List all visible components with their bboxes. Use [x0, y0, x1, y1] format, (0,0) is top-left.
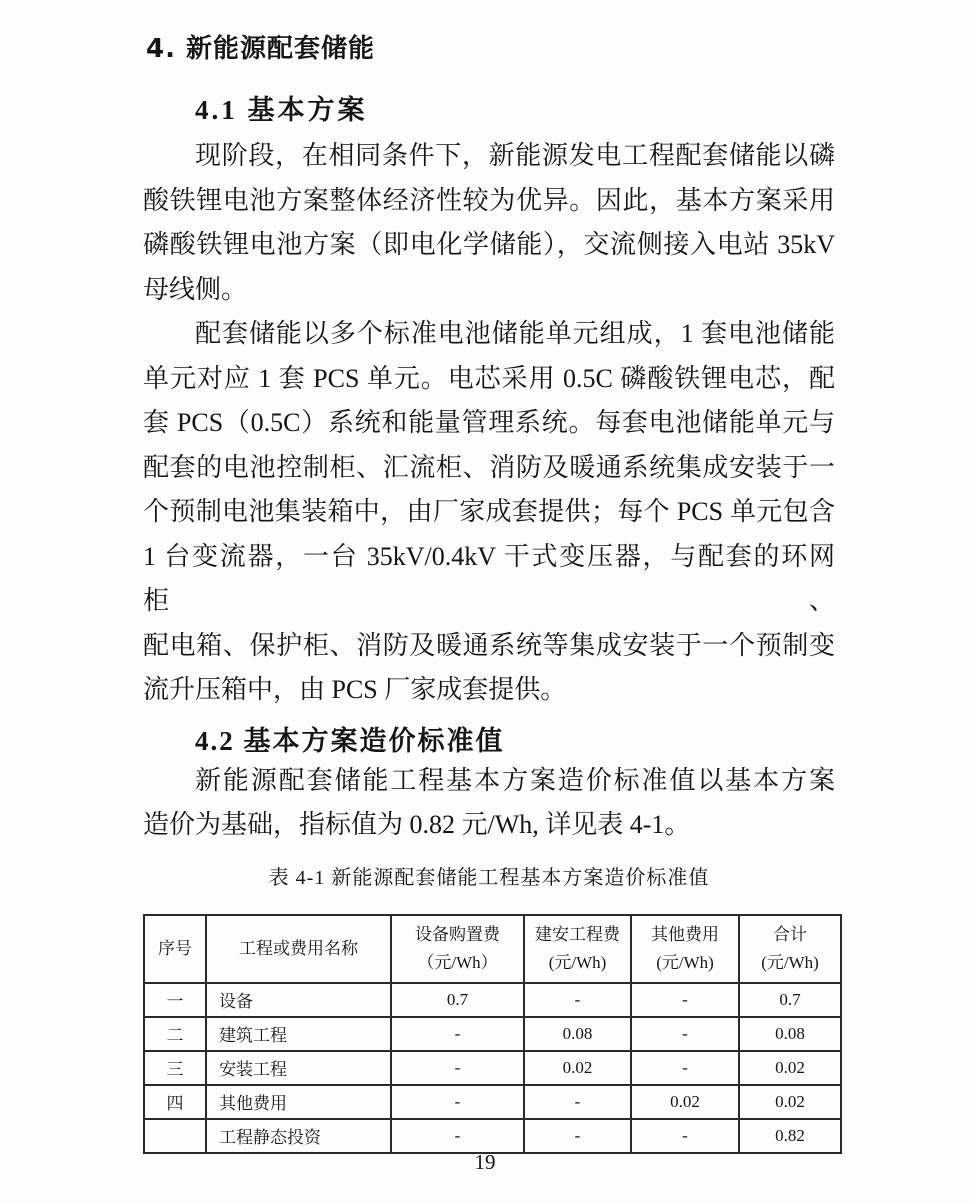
text-line: 现阶段，在相同条件下，新能源发电工程配套储能以磷: [195, 141, 835, 170]
table-row: [144, 1119, 841, 1153]
text-line: 单元对应 1 套 PCS 单元。电芯采用 0.5C 磷酸铁锂电芯，配: [143, 363, 835, 393]
text-line: 配电箱、保护柜、消防及暖通系统等集成安装于一个预制变: [143, 630, 835, 660]
header-label: 序号: [158, 938, 192, 958]
header-unit: （元/Wh）: [417, 952, 498, 972]
text-line: 1 台变流器，一台 35kV/0.4kV 干式变压器，与配套的环网柜、: [143, 541, 835, 615]
header-label: 建安工程费: [535, 924, 620, 944]
header-unit: (元/Wh): [761, 952, 819, 972]
cell-equipment-cost: -: [391, 1051, 524, 1085]
cell-equipment-cost: -: [391, 1119, 524, 1153]
cell-equipment-cost: -: [391, 1017, 524, 1051]
text-line: 造价为基础，指标值为 0.82 元/Wh, 详见表 4-1。: [143, 810, 691, 839]
cell-total: 0.08: [739, 1017, 841, 1051]
table-header-row: [144, 915, 841, 983]
cell-seq: 二: [144, 1017, 206, 1051]
cost-standard-table: [143, 914, 842, 1154]
cell-item-name: 建筑工程: [206, 1017, 391, 1051]
cell-other-cost: -: [631, 1017, 739, 1051]
text-line: 套 PCS（0.5C）系统和能量管理系统。每套电池储能单元与: [143, 408, 835, 437]
text-line: 新能源配套储能工程基本方案造价标准值以基本方案: [195, 765, 835, 795]
paragraph-cost-standard: [143, 759, 835, 848]
paragraph-basic-scheme: [143, 134, 835, 312]
header-cell-other-cost: [631, 915, 739, 983]
header-unit: (元/Wh): [656, 952, 714, 972]
text-line: 个预制电池集装箱中，由厂家成套提供；每个 PCS 单元包含: [143, 497, 835, 526]
header-cell-seq: [144, 915, 206, 983]
cell-seq: [144, 1119, 206, 1153]
cell-construction-cost: -: [524, 983, 631, 1017]
subsection-heading-4-2: 4.2 基本方案造价标准值: [195, 725, 505, 756]
cell-other-cost: 0.02: [631, 1085, 739, 1119]
header-label: 设备购置费: [415, 924, 500, 944]
header-unit: (元/Wh): [548, 952, 607, 972]
text-line: 母线侧。: [143, 274, 248, 304]
cell-other-cost: -: [631, 983, 739, 1017]
page-number: 19: [474, 1150, 496, 1174]
cell-item-name: 其他费用: [206, 1085, 391, 1119]
cell-equipment-cost: 0.7: [391, 983, 524, 1017]
cell-item-name: 设备: [206, 983, 391, 1017]
cell-total: 0.82: [739, 1119, 841, 1153]
table-row: [144, 983, 841, 1017]
cell-other-cost: -: [631, 1119, 739, 1153]
text-line: 磷酸铁锂电池方案（即电化学储能），交流侧接入电站 35kV: [143, 230, 835, 259]
header-cell-total: [739, 915, 841, 983]
table-caption: 表 4-1 新能源配套储能工程基本方案造价标准值: [268, 866, 710, 889]
cell-equipment-cost: -: [391, 1085, 524, 1119]
text-line: 酸铁锂电池方案整体经济性较为优异。因此，基本方案采用: [143, 185, 835, 215]
cell-construction-cost: -: [524, 1119, 631, 1153]
header-label: 合计: [773, 924, 807, 944]
table-row: [144, 1017, 841, 1051]
cell-total: 0.7: [739, 983, 841, 1017]
section-heading: 4. 新能源配套储能: [146, 34, 376, 64]
cell-seq: 三: [144, 1051, 206, 1085]
cell-seq: 一: [144, 983, 206, 1017]
text-line: 配套的电池控制柜、汇流柜、消防及暖通系统集成安装于一: [143, 452, 835, 482]
cell-total: 0.02: [739, 1085, 841, 1119]
text-line: 配套储能以多个标准电池储能单元组成，1 套电池储能: [195, 319, 835, 348]
cell-construction-cost: 0.08: [524, 1017, 631, 1051]
text-line: 流升压箱中，由 PCS 厂家成套提供。: [143, 675, 567, 704]
header-label: 其他费用: [651, 924, 719, 944]
cell-construction-cost: 0.02: [524, 1051, 631, 1085]
paragraph-storage-units: [143, 312, 835, 713]
header-cell-item-name: [206, 915, 391, 983]
cell-item-name: 安装工程: [206, 1051, 391, 1085]
cell-total: 0.02: [739, 1051, 841, 1085]
table-row: [144, 1085, 841, 1119]
header-label: 工程或费用名称: [239, 938, 358, 958]
cell-item-name: 工程静态投资: [206, 1119, 391, 1153]
subsection-heading-4-1: 4.1 基本方案: [195, 95, 368, 125]
table-row: [144, 1051, 841, 1085]
header-cell-construction-cost: [524, 915, 631, 983]
cell-construction-cost: -: [524, 1085, 631, 1119]
header-cell-equipment-cost: [391, 915, 524, 983]
cell-other-cost: -: [631, 1051, 739, 1085]
cell-seq: 四: [144, 1085, 206, 1119]
